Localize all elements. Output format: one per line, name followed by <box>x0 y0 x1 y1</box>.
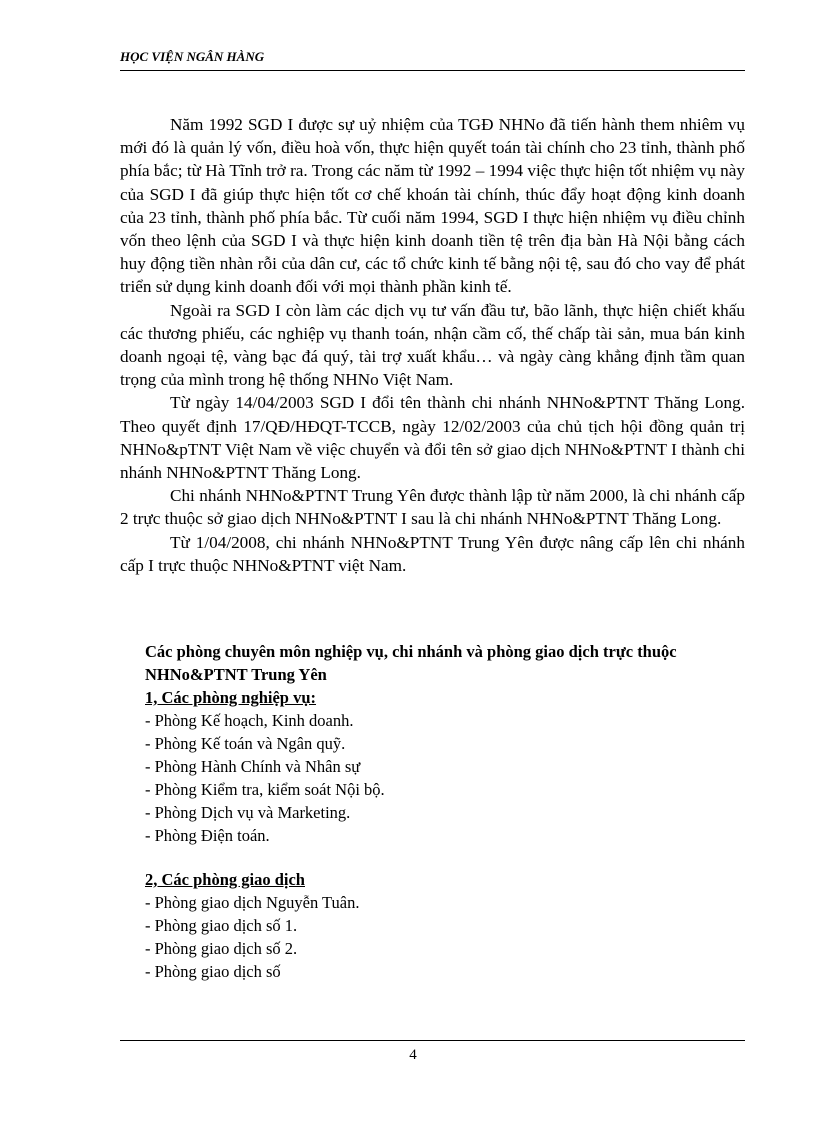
header-divider <box>120 70 745 71</box>
list-item: - Phòng Hành Chính và Nhân sự <box>145 757 361 776</box>
list-item: - Phòng Kế toán và Ngân quỹ. <box>145 734 346 753</box>
list-item: - Phòng Dịch vụ và Marketing. <box>145 803 351 822</box>
page-number: 4 <box>409 1047 417 1063</box>
list-item: - Phòng giao dịch số 2. <box>145 939 298 958</box>
section-title: Các phòng chuyên môn nghiệp vụ, chi nhánh và phòng giao dịch trực thuộc NHNo&PTNT Trung Yên <box>145 642 677 684</box>
list-item: - Phòng giao dịch số 1. <box>145 916 298 935</box>
paragraph: Chi nhánh NHNo&PTNT Trung Yên được thành lập từ năm 2000, là chi nhánh cấp 2 trực thuộc sở giao dịch NHNo&PTNT I sau là chi nhánh NHNo&PTNT Thăng Long. <box>120 486 745 529</box>
body-text <box>120 113 745 577</box>
list-item: - Phòng giao dịch số <box>145 962 281 981</box>
list-item: - Phòng Điện toán. <box>145 826 270 845</box>
list-item: - Phòng giao dịch Nguyễn Tuân. <box>145 893 360 912</box>
list-item: - Phòng Kế hoạch, Kinh doanh. <box>145 711 354 730</box>
footer-divider <box>120 1040 745 1041</box>
paragraph: Từ 1/04/2008, chi nhánh NHNo&PTNT Trung Yên được nâng cấp lên chi nhánh cấp I trực thuộc NHNo&PTNT việt Nam. <box>120 532 745 575</box>
departments-list <box>145 686 745 847</box>
transaction-offices-list <box>145 868 745 983</box>
paragraph: Từ ngày 14/04/2003 SGD I đổi tên thành chi nhánh NHNo&PTNT Thăng Long. Theo quyết định 17/QĐ/HĐQT-TCCB, ngày 12/02/2003 của chủ tịch hội đồng quản trị NHNo&pTNT Việt Nam về việc chuyển và đổi tên sở giao dịch NHNo&PTNT I thành chi nhánh NHNo&PTNT Thăng Long. <box>120 393 745 483</box>
list-item: - Phòng Kiểm tra, kiểm soát Nội bộ. <box>145 780 385 799</box>
departments-heading: 1, Các phòng nghiệp vụ: <box>145 688 317 707</box>
paragraph: Năm 1992 SGD I được sự uỷ nhiệm của TGĐ NHNo đã tiến hành them nhiêm vụ mới đó là quản lý vốn, điều hoà vốn, thực hiện quyết toán tài chính cho 23 tỉnh, thành phố phía bắc; từ Hà Tĩnh trở ra. Trong các năm từ 1992 – 1994 việc thực hiện tốt nhiệm vụ này của SGD I đã giúp thực hiện tốt cơ chế khoán tài chính, thúc đẩy hoạt động kinh doanh của 23 tỉnh, thành phố phía bắc. Từ cuối năm 1994, SGD I thực hiện nhiệm vụ điều chỉnh vốn theo lệnh của SGD I và thực hiện kinh doanh tiền tệ trên địa bàn Hà Nội bằng cách huy động tiền nhàn rỗi của dân cư, các tổ chức kinh tế bằng nội tệ, sau đó cho vay để phát triển sử dụng kinh doanh đối với mọi thành phần kinh tế. <box>120 115 745 297</box>
paragraph: Ngoài ra SGD I còn làm các dịch vụ tư vấn đầu tư, bão lãnh, thực hiện chiết khấu các thương phiếu, các nghiệp vụ thanh toán, nhận cầm cố, thế chấp tài sản, mua bán kinh doanh ngoại tệ, vàng bạc đá quý, tài trợ xuất khẩu… và ngày càng khẳng định tầm quan trọng của mình trong hệ thống NHNo Việt Nam. <box>120 300 745 390</box>
transaction-offices-heading: 2, Các phòng giao dịch <box>145 870 305 889</box>
page-header: HỌC VIỆN NGÂN HÀNG <box>120 49 265 64</box>
